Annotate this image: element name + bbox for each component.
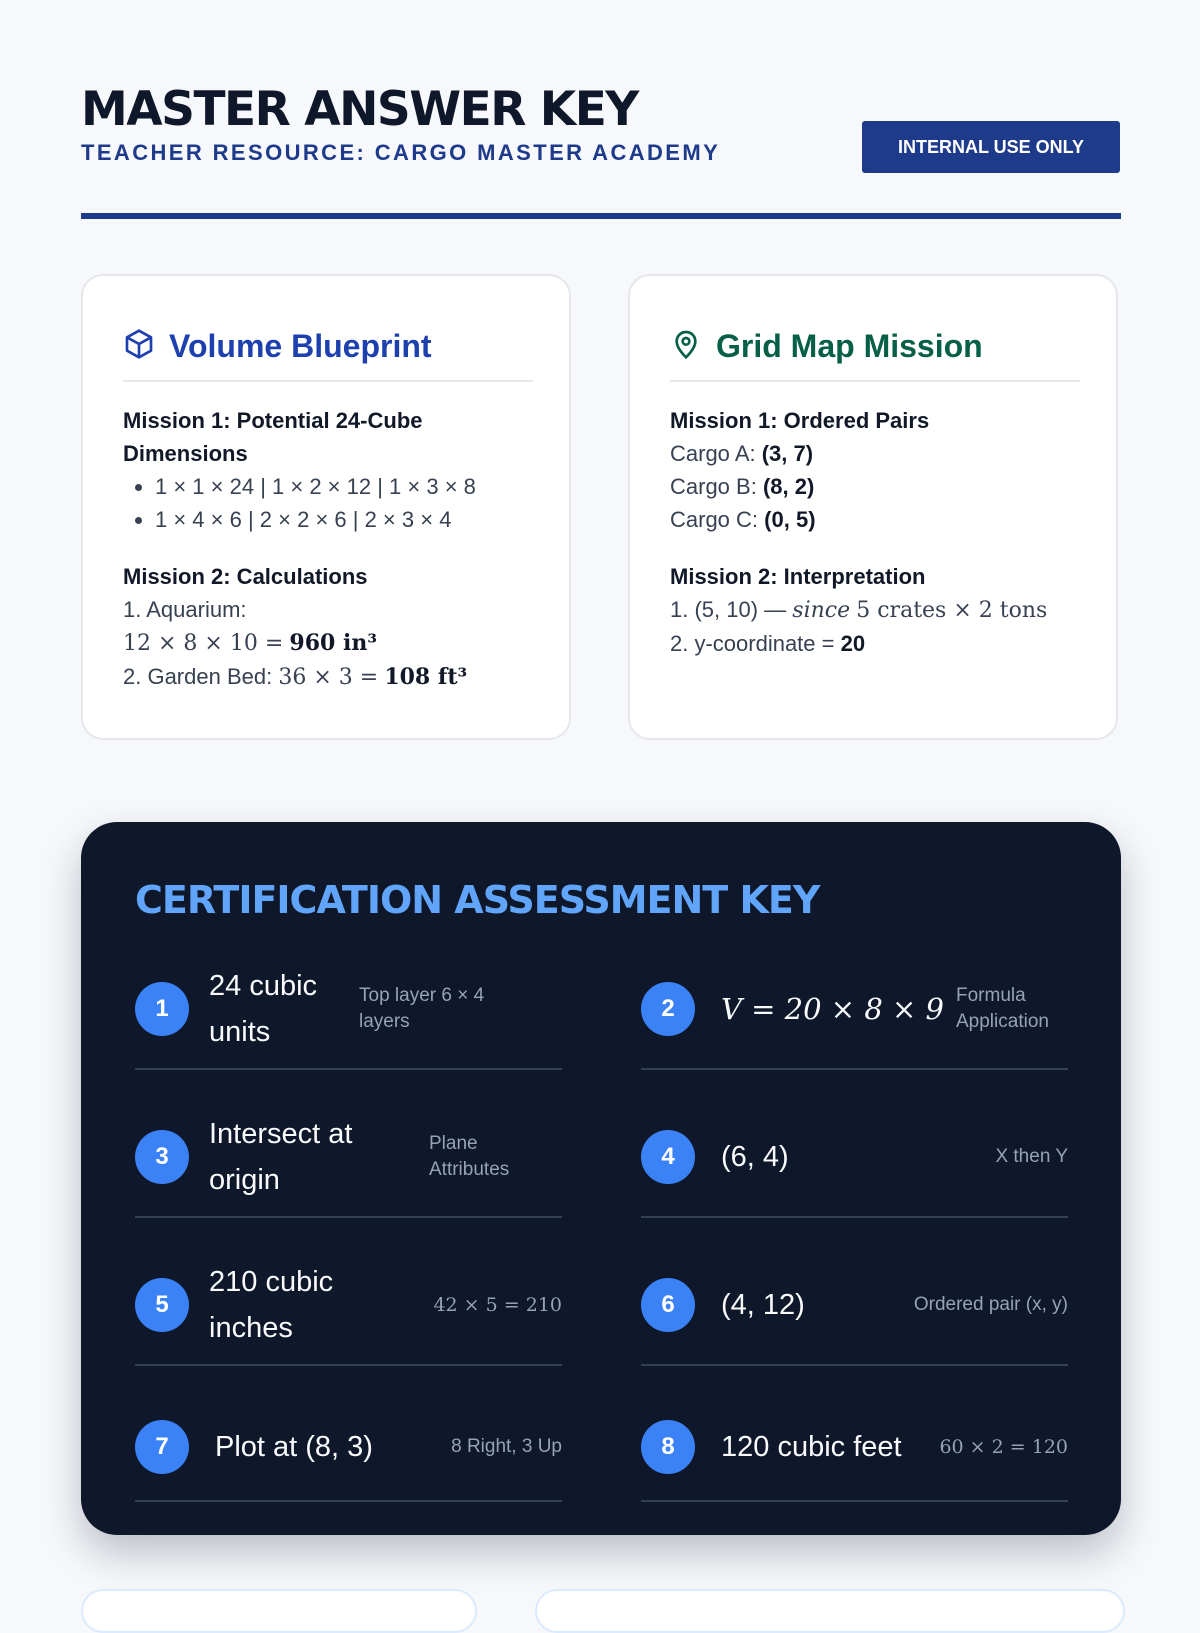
grid-mission2-heading: Mission 2: Interpretation: [670, 564, 926, 589]
answer-text: V = 20 × 8 × 9: [721, 992, 944, 1026]
answer-number: 8: [641, 1420, 695, 1474]
answer-note: Ordered pair (x, y): [913, 1294, 1068, 1315]
grid-card-title: Grid Map Mission: [716, 327, 983, 364]
answer-number: 7: [135, 1420, 189, 1474]
garden-calculation: 2. Garden Bed: 36 × 3 = 108 ft³: [123, 664, 468, 690]
cargo-a: Cargo A: (3, 7): [670, 441, 814, 466]
aquarium-calculation: 12 × 8 × 10 = 960 in³: [123, 630, 377, 656]
answer-note: Plane Attributes: [429, 1133, 510, 1180]
answer-number: 2: [641, 982, 695, 1036]
map-pin-icon: [670, 328, 702, 365]
answer-number: 6: [641, 1278, 695, 1332]
answer-row: [135, 1098, 562, 1218]
cargo-c: Cargo C: (0, 5): [670, 507, 816, 532]
interpretation-2: 2. y-coordinate = 20: [670, 631, 866, 656]
answer-row: [641, 1098, 1068, 1218]
answer-note: X then Y: [995, 1146, 1068, 1167]
answer-number: 4: [641, 1130, 695, 1184]
answer-note: 8 Right, 3 Up: [451, 1436, 562, 1457]
garden-result: 108 ft³: [384, 664, 468, 690]
answer-row: [135, 1394, 562, 1502]
answer-text: Plot at (8, 3): [215, 1431, 373, 1463]
answer-text: 120 cubic feet: [721, 1431, 902, 1463]
list-item: • 1 × 1 × 24 | 1 × 2 × 12 | 1 × 3 × 8: [155, 470, 543, 503]
volume-blueprint-card: [81, 274, 571, 740]
assessment-title: CERTIFICATION ASSESSMENT KEY: [135, 878, 820, 922]
answer-text: Intersect at origin: [209, 1118, 353, 1196]
answer-text: (6, 4): [721, 1141, 789, 1173]
list-item: • 1 × 4 × 6 | 2 × 2 × 6 | 2 × 3 × 4: [155, 503, 543, 536]
aquarium-result: 960 in³: [289, 630, 377, 656]
page-subtitle: TEACHER RESOURCE: CARGO MASTER ACADEMY: [81, 140, 721, 165]
answer-number: 1: [135, 982, 189, 1036]
volume-card-title: Volume Blueprint: [169, 327, 432, 364]
next-card-partial: [535, 1589, 1125, 1633]
answer-text: (4, 12): [721, 1289, 805, 1321]
internal-use-badge: INTERNAL USE ONLY: [862, 121, 1120, 173]
grid-map-card: [628, 274, 1118, 740]
answer-row: [135, 950, 562, 1070]
next-card-partial: [81, 1589, 477, 1633]
answer-row: [641, 1246, 1068, 1366]
answer-text: 24 cubic units: [209, 970, 318, 1048]
answer-row: [641, 1394, 1068, 1502]
answer-number: 5: [135, 1278, 189, 1332]
answer-note: Top layer 6 × 4 layers: [359, 985, 485, 1032]
aquarium-label: 1. Aquarium:: [123, 597, 247, 622]
volume-mission2-heading: Mission 2: Calculations: [123, 564, 368, 589]
answer-row: [641, 950, 1068, 1070]
answer-row: [135, 1246, 562, 1366]
answer-text: 210 cubic inches: [209, 1266, 334, 1344]
interpretation-1: 1. (5, 10) — since 5 crates × 2 tons: [670, 597, 1048, 623]
page-title: MASTER ANSWER KEY: [81, 82, 638, 137]
header-divider: [81, 213, 1121, 219]
answer-note: Formula Application: [956, 985, 1049, 1032]
grid-mission1-heading: Mission 1: Ordered Pairs: [670, 408, 930, 433]
dimension-list: [123, 470, 543, 536]
cargo-b: Cargo B: (8, 2): [670, 474, 815, 499]
cube-icon: [123, 328, 155, 365]
volume-mission1-heading: Mission 1: Potential 24-Cube Dimensions: [123, 408, 423, 466]
answer-number: 3: [135, 1130, 189, 1184]
answer-note: 60 × 2 = 120: [939, 1436, 1068, 1458]
volume-card-header: [123, 320, 533, 382]
assessment-panel: [81, 822, 1121, 1535]
grid-card-header: [670, 320, 1080, 382]
answer-note: 42 × 5 = 210: [433, 1294, 562, 1316]
